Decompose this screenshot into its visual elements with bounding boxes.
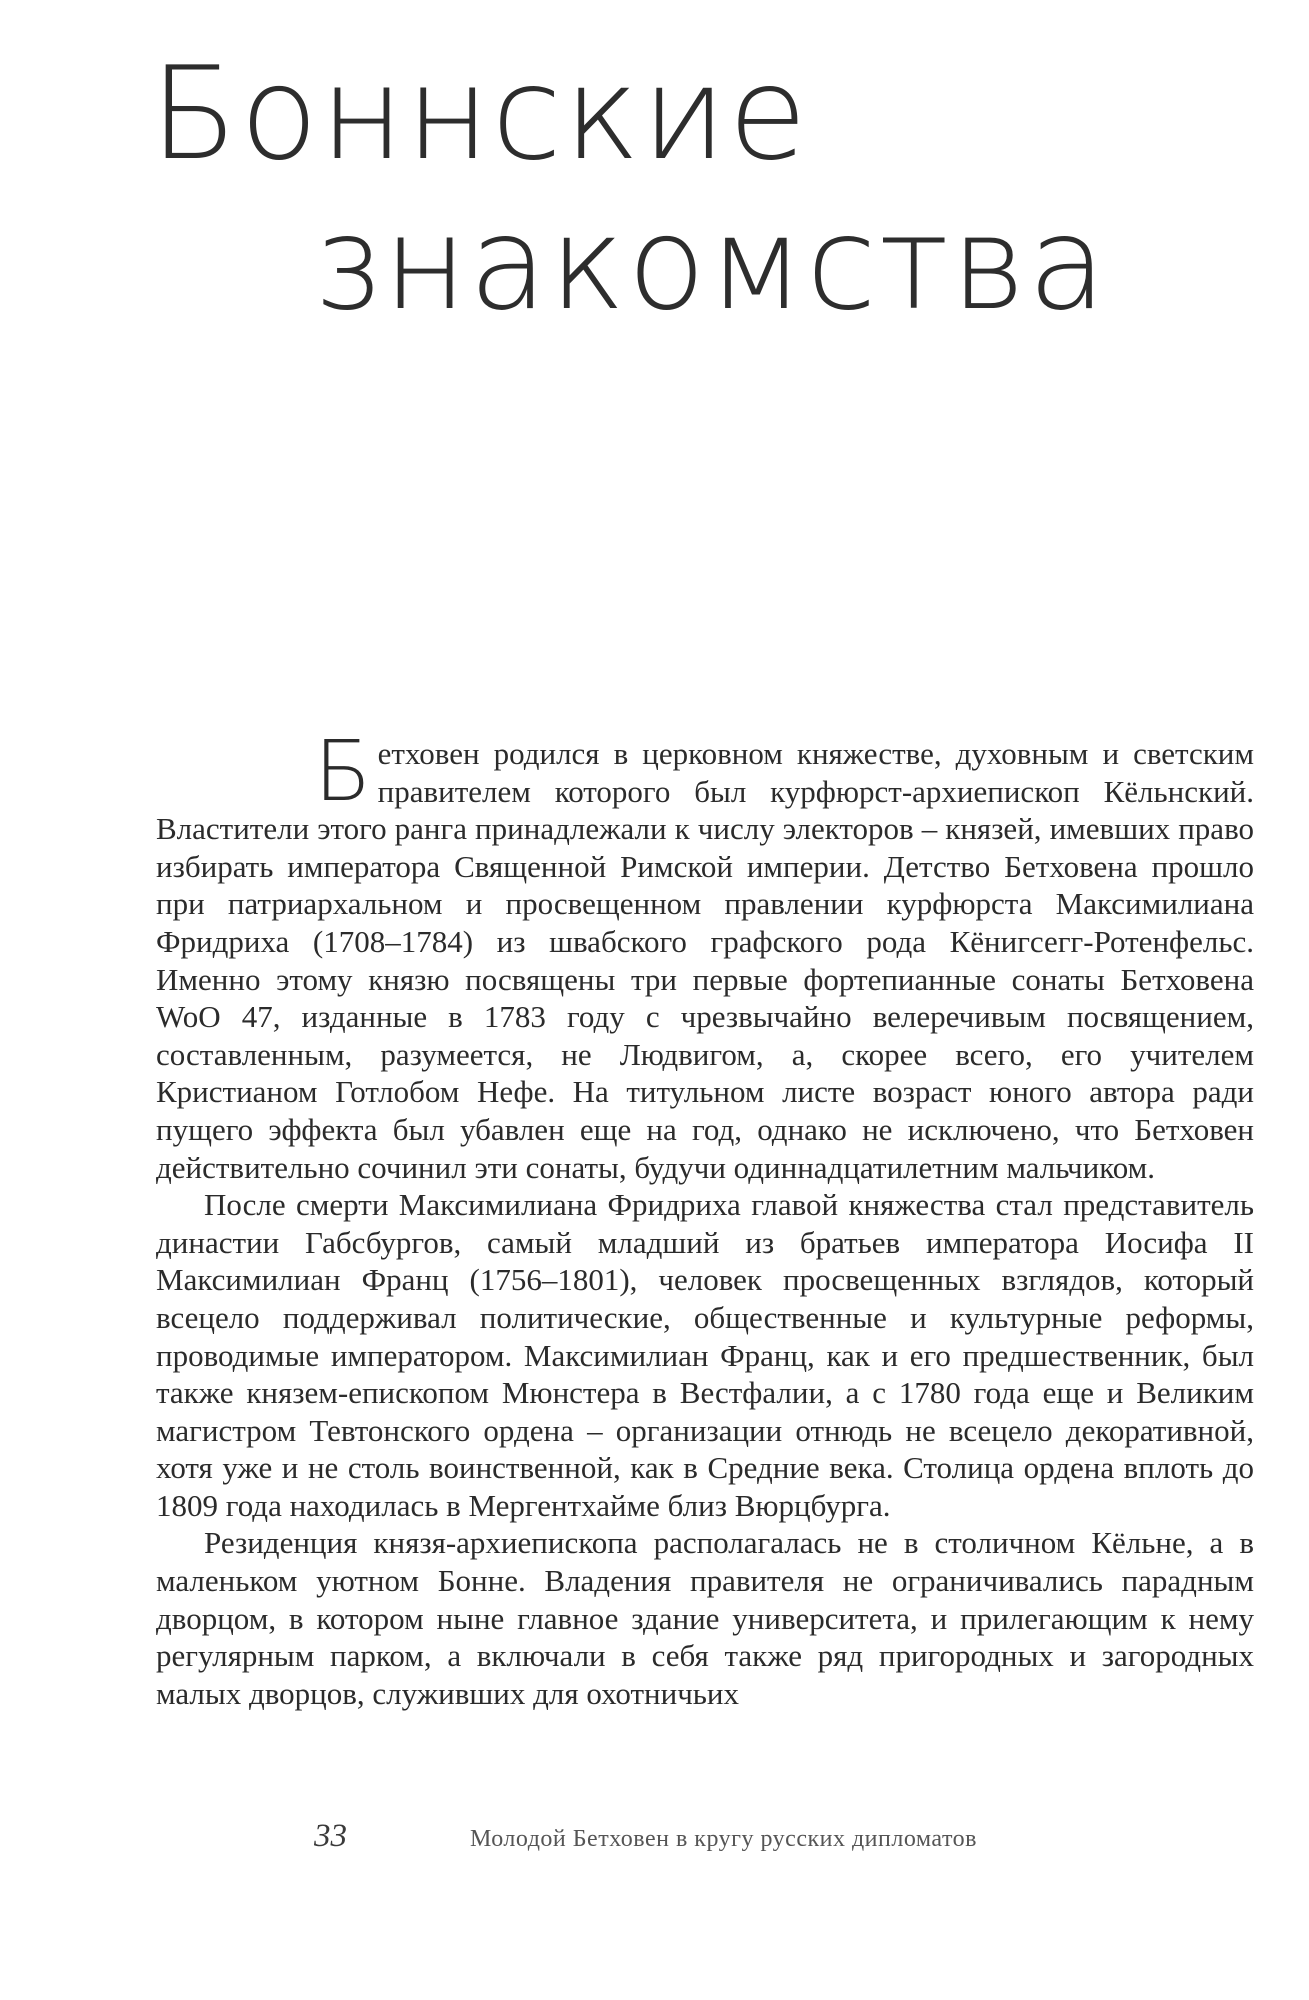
drop-cap: Б	[314, 722, 372, 820]
page-number: 33	[314, 1818, 347, 1854]
chapter-title-line-2: знакомства	[312, 190, 1109, 339]
running-title: Молодой Бетховен в кругу русских дипломатов	[470, 1826, 977, 1852]
page-footer	[0, 1818, 1309, 1878]
chapter-title-line-1: Боннские	[150, 40, 809, 189]
paragraph-1	[156, 722, 1254, 1186]
body-text	[156, 722, 1254, 1712]
chapter-title	[150, 40, 1108, 340]
paragraph-3: Резиденция князя-архиепископа располагалась не в столичном Кёльне, а в маленьком уютном Бонне. Владения правителя не ограничивались парадным дворцом, в котором ныне главное здание университета, и прилегающим к нему регулярным парком, а включали в себя также ряд пригородных и загородных малых дворцов, служивших для охотничьих	[156, 1525, 1254, 1711]
paragraph-2: После смерти Максимилиана Фридриха главой княжества стал представитель династии Габсбургов, самый младший из братьев императора Иосифа II Максимилиан Франц (1756–1801), человек просвещенных взглядов, который всецело поддерживал политические, общественные и культурные реформы, проводимые императором. Максимилиан Франц, как и его предшественник, был также князем-епископом Мюнстера в Вестфалии, а с 1780 года еще и Великим магистром Тевтонского ордена – организации отнюдь не всецело декоративной, хотя уже и не столь воинственной, как в Средние века. Столица ордена вплоть до 1809 года находилась в Мергентхайме близ Вюрцбурга.	[156, 1187, 1254, 1523]
paragraph-1-text: етховен родился в церковном княжестве, духовным и светским правителем которого был курфюрст-архиепископ Кёльнский. Властители этого ранга принадлежали к числу электоров – князей, имевших право избирать императора Священной Римской империи. Детство Бетховена прошло при патриархальном и просвещенном правлении курфюрста Максимилиана Фридриха (1708–1784) из швабского графского рода Кёнигсегг-Ротенфельс. Именно этому князю посвящены три первые фортепианные сонаты Бетховена WoO 47, изданные в 1783 году с чрезвычайно велеречивым посвящением, составленным, разумеется, не Людвигом, а, скорее всего, его учителем Кристианом Готлобом Нефе. На титульном листе возраст юного автора ради пущего эффекта был убавлен еще на год, однако не исключено, что Бетховен действительно сочинил эти сонаты, будучи одиннадцатилетним мальчиком.	[156, 736, 1254, 1185]
